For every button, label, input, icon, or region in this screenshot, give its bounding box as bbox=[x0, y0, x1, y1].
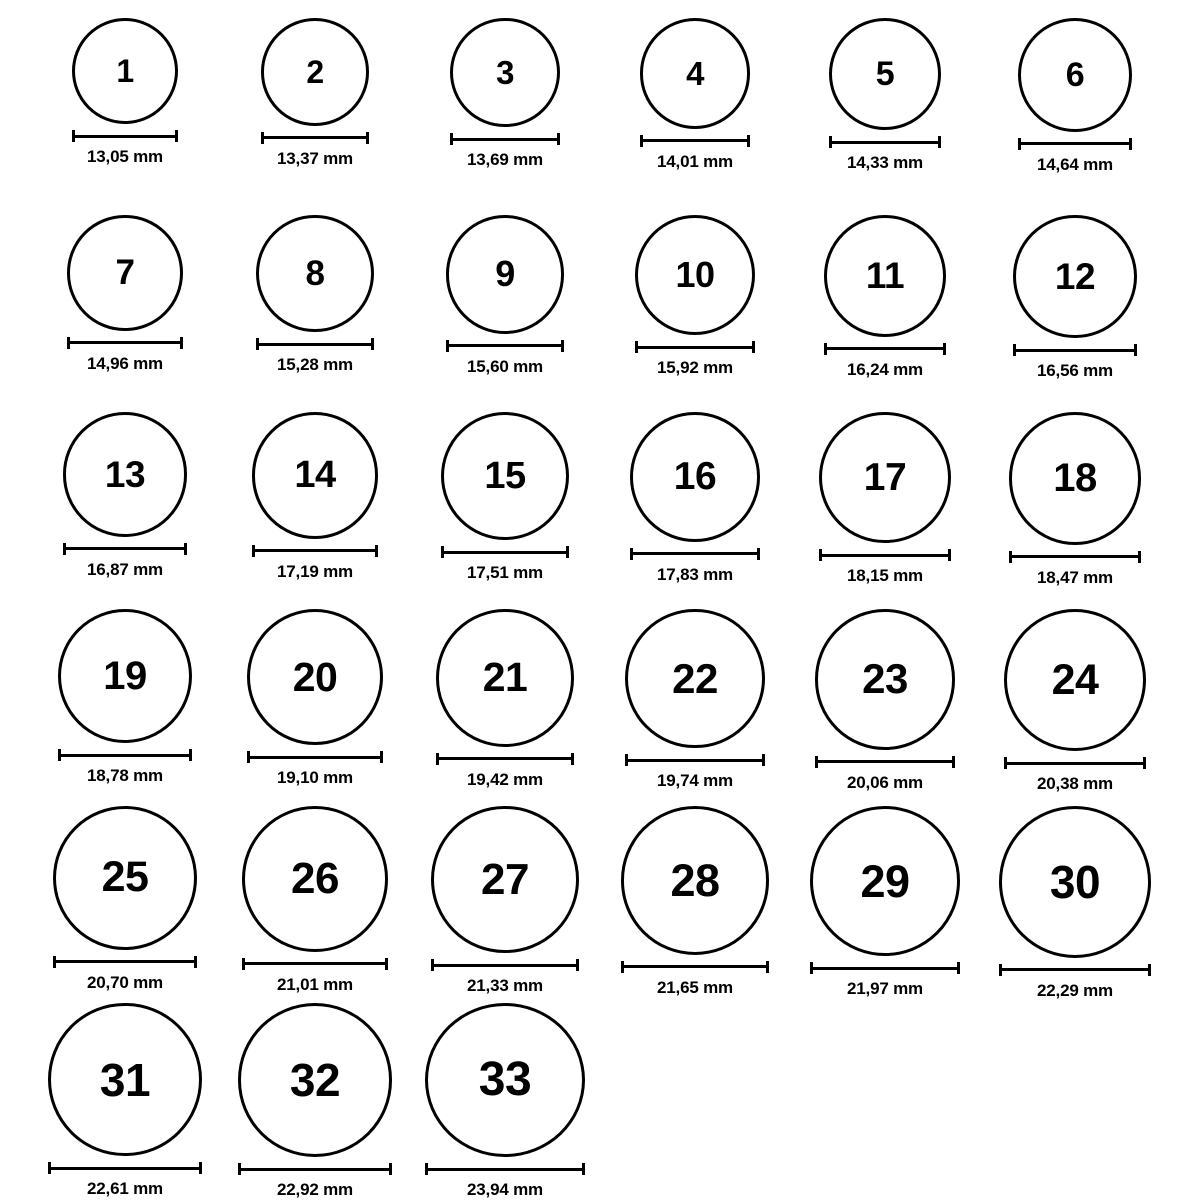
ring-size-cell bbox=[30, 1003, 220, 1200]
ring-diameter-label: 15,92 mm bbox=[657, 358, 733, 378]
diameter-dimension-line bbox=[53, 956, 197, 968]
dimension-line-icon bbox=[1013, 349, 1136, 352]
ring-size-number: 14 bbox=[294, 454, 336, 497]
ring-measure bbox=[999, 964, 1151, 1001]
ring-circle bbox=[72, 18, 178, 124]
ring-size-cell bbox=[30, 412, 220, 609]
ring-size-cell bbox=[980, 806, 1170, 1003]
ring-measure bbox=[1004, 757, 1146, 794]
ring-size-number: 22 bbox=[672, 654, 718, 702]
ring-size-cell bbox=[980, 609, 1170, 806]
ring-diameter-label: 18,15 mm bbox=[847, 566, 923, 586]
dimension-line-icon bbox=[635, 346, 755, 349]
ring-circle bbox=[53, 806, 197, 950]
dimension-cap-left-icon bbox=[1009, 551, 1012, 563]
ring-size-number: 9 bbox=[495, 253, 515, 295]
ring-size-cell bbox=[30, 806, 220, 1003]
ring-size-number: 23 bbox=[862, 655, 908, 703]
ring-measure bbox=[824, 343, 946, 380]
ring-circle bbox=[1013, 215, 1136, 338]
dimension-cap-right-icon bbox=[385, 958, 388, 970]
ring-size-cell bbox=[790, 412, 980, 609]
ring-size-number: 4 bbox=[686, 54, 704, 92]
ring-circle bbox=[252, 412, 379, 539]
dimension-cap-right-icon bbox=[1129, 138, 1132, 150]
dimension-line-icon bbox=[999, 968, 1151, 971]
diameter-dimension-line bbox=[815, 756, 956, 768]
ring-diameter-label: 20,06 mm bbox=[847, 772, 923, 792]
dimension-cap-right-icon bbox=[1134, 344, 1137, 356]
dimension-line-icon bbox=[621, 965, 770, 968]
dimension-cap-left-icon bbox=[450, 133, 453, 145]
ring-measure bbox=[810, 962, 960, 999]
ring-measure bbox=[1009, 551, 1142, 588]
ring-size-cell bbox=[600, 609, 790, 806]
ring-size-cell bbox=[790, 806, 980, 1003]
diameter-dimension-line bbox=[431, 959, 578, 971]
diameter-dimension-line bbox=[247, 751, 383, 763]
ring-circle bbox=[256, 215, 373, 332]
ring-diameter-label: 17,19 mm bbox=[277, 561, 353, 581]
dimension-cap-left-icon bbox=[63, 543, 66, 555]
dimension-cap-left-icon bbox=[999, 964, 1002, 976]
dimension-cap-right-icon bbox=[199, 1162, 202, 1174]
dimension-cap-left-icon bbox=[446, 340, 449, 352]
diameter-dimension-line bbox=[72, 130, 178, 142]
dimension-cap-right-icon bbox=[194, 956, 197, 968]
ring-size-cell bbox=[790, 609, 980, 806]
ring-circle bbox=[815, 609, 956, 750]
diameter-dimension-line bbox=[635, 341, 755, 353]
dimension-line-icon bbox=[58, 754, 192, 757]
dimension-line-icon bbox=[256, 343, 373, 346]
ring-measure bbox=[238, 1163, 393, 1200]
dimension-cap-left-icon bbox=[261, 132, 264, 144]
diameter-dimension-line bbox=[621, 961, 770, 973]
ring-diameter-label: 13,05 mm bbox=[87, 147, 163, 166]
ring-measure bbox=[242, 958, 388, 995]
diameter-dimension-line bbox=[1009, 551, 1142, 563]
dimension-cap-left-icon bbox=[247, 751, 250, 763]
ring-diameter-label: 21,33 mm bbox=[467, 976, 543, 996]
ring-circle bbox=[819, 412, 950, 543]
ring-circle bbox=[63, 412, 188, 537]
diameter-dimension-line bbox=[256, 338, 373, 350]
dimension-cap-right-icon bbox=[375, 545, 378, 557]
ring-measure bbox=[635, 341, 755, 378]
ring-size-cell bbox=[790, 215, 980, 412]
ring-measure bbox=[48, 1162, 201, 1199]
diameter-dimension-line bbox=[1018, 138, 1132, 150]
ring-size-cell bbox=[220, 412, 410, 609]
diameter-dimension-line bbox=[810, 962, 960, 974]
ring-diameter-label: 18,78 mm bbox=[87, 766, 163, 786]
ring-size-number: 11 bbox=[865, 255, 905, 297]
ring-size-number: 18 bbox=[1053, 456, 1097, 501]
dimension-cap-left-icon bbox=[819, 549, 822, 561]
ring-size-number: 24 bbox=[1051, 655, 1099, 704]
dimension-cap-left-icon bbox=[625, 754, 628, 766]
ring-diameter-label: 13,69 mm bbox=[467, 150, 543, 170]
diameter-dimension-line bbox=[999, 964, 1151, 976]
diameter-dimension-line bbox=[640, 135, 751, 147]
ring-diameter-label: 22,61 mm bbox=[87, 1179, 163, 1199]
ring-size-number: 19 bbox=[103, 654, 147, 699]
ring-measure bbox=[630, 548, 760, 585]
ring-size-number: 1 bbox=[116, 53, 134, 89]
diameter-dimension-line bbox=[630, 548, 760, 560]
dimension-cap-left-icon bbox=[640, 135, 643, 147]
ring-size-number: 33 bbox=[478, 1053, 532, 1106]
ring-measure bbox=[450, 133, 559, 170]
ring-size-cell bbox=[790, 18, 980, 215]
dimension-cap-left-icon bbox=[58, 749, 61, 761]
ring-circle bbox=[625, 609, 764, 748]
dimension-cap-left-icon bbox=[431, 959, 434, 971]
ring-diameter-label: 20,38 mm bbox=[1037, 774, 1113, 794]
ring-circle bbox=[261, 18, 369, 126]
dimension-line-icon bbox=[1018, 142, 1132, 145]
ring-size-cell bbox=[980, 412, 1170, 609]
ring-measure bbox=[1013, 344, 1136, 381]
ring-size-cell bbox=[980, 18, 1170, 215]
dimension-line-icon bbox=[640, 139, 751, 142]
ring-diameter-label: 17,51 mm bbox=[467, 563, 543, 583]
dimension-line-icon bbox=[1009, 555, 1142, 558]
ring-size-number: 17 bbox=[863, 456, 907, 500]
ring-size-cell bbox=[600, 412, 790, 609]
dimension-line-icon bbox=[1004, 762, 1146, 765]
ring-size-cell bbox=[30, 609, 220, 806]
ring-size-number: 28 bbox=[670, 854, 720, 906]
ring-measure bbox=[625, 754, 764, 791]
ring-measure bbox=[441, 546, 569, 583]
dimension-cap-left-icon bbox=[48, 1162, 51, 1174]
ring-measure bbox=[815, 756, 956, 793]
ring-diameter-label: 21,97 mm bbox=[847, 979, 923, 999]
dimension-cap-right-icon bbox=[175, 130, 178, 142]
dimension-cap-right-icon bbox=[389, 1163, 392, 1175]
ring-measure bbox=[436, 753, 574, 790]
ring-size-number: 7 bbox=[115, 253, 135, 293]
dimension-cap-left-icon bbox=[238, 1163, 241, 1175]
ring-measure bbox=[829, 136, 941, 173]
dimension-cap-right-icon bbox=[943, 343, 946, 355]
diameter-dimension-line bbox=[625, 754, 764, 766]
ring-diameter-label: 19,42 mm bbox=[467, 769, 543, 789]
ring-size-number: 21 bbox=[482, 654, 528, 701]
ring-diameter-label: 16,87 mm bbox=[87, 559, 163, 579]
ring-diameter-label: 18,47 mm bbox=[1037, 567, 1113, 587]
dimension-cap-left-icon bbox=[242, 958, 245, 970]
ring-diameter-label: 15,28 mm bbox=[277, 355, 353, 375]
dimension-cap-right-icon bbox=[371, 338, 374, 350]
diameter-dimension-line bbox=[819, 549, 950, 561]
ring-size-number: 5 bbox=[875, 55, 895, 94]
dimension-cap-right-icon bbox=[582, 1163, 585, 1175]
dimension-cap-left-icon bbox=[436, 753, 439, 765]
dimension-cap-right-icon bbox=[948, 549, 951, 561]
dimension-cap-left-icon bbox=[441, 546, 444, 558]
ring-size-number: 13 bbox=[104, 453, 146, 495]
ring-size-cell bbox=[410, 609, 600, 806]
dimension-cap-right-icon bbox=[747, 135, 750, 147]
ring-size-number: 20 bbox=[292, 653, 338, 700]
dimension-line-icon bbox=[67, 341, 183, 344]
ring-diameter-label: 14,33 mm bbox=[847, 153, 923, 173]
dimension-line-icon bbox=[431, 964, 578, 967]
ring-measure bbox=[621, 961, 770, 998]
dimension-cap-right-icon bbox=[766, 961, 769, 973]
dimension-cap-left-icon bbox=[1013, 344, 1016, 356]
ring-circle bbox=[1009, 412, 1142, 545]
dimension-line-icon bbox=[252, 549, 379, 552]
ring-size-number: 29 bbox=[860, 855, 910, 907]
diameter-dimension-line bbox=[242, 958, 388, 970]
dimension-cap-right-icon bbox=[576, 959, 579, 971]
diameter-dimension-line bbox=[252, 545, 379, 557]
ring-circle bbox=[999, 806, 1151, 958]
dimension-cap-right-icon bbox=[1148, 964, 1151, 976]
ring-measure bbox=[53, 956, 197, 993]
ring-measure bbox=[256, 338, 373, 375]
diameter-dimension-line bbox=[441, 546, 569, 558]
dimension-cap-right-icon bbox=[762, 754, 765, 766]
ring-measure bbox=[63, 543, 188, 580]
dimension-line-icon bbox=[441, 551, 569, 554]
dimension-line-icon bbox=[824, 347, 946, 350]
dimension-cap-right-icon bbox=[180, 337, 183, 349]
dimension-cap-left-icon bbox=[67, 337, 70, 349]
ring-circle bbox=[247, 609, 383, 745]
ring-size-number: 16 bbox=[673, 455, 717, 499]
ring-circle bbox=[67, 215, 183, 331]
dimension-cap-right-icon bbox=[952, 756, 955, 768]
ring-diameter-label: 14,96 mm bbox=[87, 353, 163, 373]
ring-size-number: 10 bbox=[675, 254, 715, 296]
ring-circle bbox=[450, 18, 559, 127]
ring-circle bbox=[425, 1003, 585, 1157]
ring-size-cell bbox=[30, 18, 220, 215]
ring-circle bbox=[446, 215, 565, 334]
ring-diameter-label: 22,29 mm bbox=[1037, 980, 1113, 1000]
dimension-line-icon bbox=[630, 552, 760, 555]
dimension-line-icon bbox=[261, 136, 369, 139]
dimension-line-icon bbox=[810, 967, 960, 970]
ring-measure bbox=[252, 545, 379, 582]
dimension-cap-right-icon bbox=[561, 340, 564, 352]
dimension-cap-right-icon bbox=[752, 341, 755, 353]
ring-diameter-label: 14,64 mm bbox=[1037, 154, 1113, 174]
ring-diameter-label: 16,56 mm bbox=[1037, 361, 1113, 381]
diameter-dimension-line bbox=[63, 543, 188, 555]
ring-size-cell bbox=[410, 215, 600, 412]
ring-size-number: 25 bbox=[101, 853, 149, 902]
ring-diameter-label: 20,70 mm bbox=[87, 972, 163, 992]
dimension-cap-left-icon bbox=[72, 130, 75, 142]
ring-circle bbox=[242, 806, 388, 952]
ring-circle bbox=[630, 412, 760, 542]
ring-size-cell bbox=[30, 215, 220, 412]
ring-measure bbox=[72, 130, 178, 167]
diameter-dimension-line bbox=[450, 133, 559, 145]
ring-diameter-label: 21,65 mm bbox=[657, 977, 733, 997]
ring-size-number: 26 bbox=[291, 853, 339, 903]
ring-diameter-label: 19,10 mm bbox=[277, 768, 353, 787]
ring-size-cell bbox=[600, 18, 790, 215]
diameter-dimension-line bbox=[446, 340, 565, 352]
ring-diameter-label: 21,01 mm bbox=[277, 974, 353, 994]
dimension-cap-left-icon bbox=[252, 545, 255, 557]
ring-measure bbox=[247, 751, 383, 788]
dimension-line-icon bbox=[242, 962, 388, 965]
diameter-dimension-line bbox=[824, 343, 946, 355]
diameter-dimension-line bbox=[1004, 757, 1146, 769]
ring-size-number: 12 bbox=[1054, 256, 1096, 298]
ring-size-number: 32 bbox=[289, 1054, 341, 1106]
dimension-line-icon bbox=[450, 138, 559, 141]
ring-size-number: 2 bbox=[306, 53, 324, 90]
dimension-line-icon bbox=[425, 1168, 585, 1171]
dimension-cap-left-icon bbox=[425, 1163, 428, 1175]
ring-circle bbox=[810, 806, 960, 956]
dimension-cap-left-icon bbox=[53, 956, 56, 968]
ring-circle bbox=[1004, 609, 1146, 751]
ring-circle bbox=[1018, 18, 1132, 132]
diameter-dimension-line bbox=[829, 136, 941, 148]
ring-circle bbox=[441, 412, 569, 540]
dimension-line-icon bbox=[815, 760, 956, 763]
ring-diameter-label: 23,94 mm bbox=[467, 1180, 543, 1199]
dimension-cap-right-icon bbox=[380, 751, 383, 763]
ring-size-cell bbox=[410, 806, 600, 1003]
dimension-cap-right-icon bbox=[566, 546, 569, 558]
dimension-line-icon bbox=[247, 756, 383, 759]
ring-diameter-label: 16,24 mm bbox=[847, 359, 923, 379]
ring-measure bbox=[819, 549, 950, 586]
ring-size-cell bbox=[220, 806, 410, 1003]
ring-circle bbox=[829, 18, 941, 130]
dimension-cap-left-icon bbox=[824, 343, 827, 355]
diameter-dimension-line bbox=[48, 1162, 201, 1174]
dimension-cap-right-icon bbox=[1138, 551, 1141, 563]
ring-size-cell bbox=[220, 1003, 410, 1200]
ring-measure bbox=[425, 1163, 585, 1200]
ring-size-cell bbox=[220, 215, 410, 412]
ring-size-number: 27 bbox=[481, 854, 529, 904]
dimension-cap-left-icon bbox=[1018, 138, 1021, 150]
ring-measure bbox=[67, 337, 183, 374]
ring-size-number: 31 bbox=[99, 1053, 151, 1106]
ring-size-cell bbox=[220, 609, 410, 806]
dimension-line-icon bbox=[625, 759, 764, 762]
dimension-cap-left-icon bbox=[1004, 757, 1007, 769]
ring-circle bbox=[48, 1003, 201, 1156]
ring-diameter-label: 22,92 mm bbox=[277, 1180, 353, 1199]
dimension-line-icon bbox=[446, 344, 565, 347]
dimension-line-icon bbox=[48, 1167, 201, 1170]
ring-diameter-label: 19,74 mm bbox=[657, 771, 733, 791]
dimension-line-icon bbox=[819, 554, 950, 557]
ring-circle bbox=[238, 1003, 393, 1157]
dimension-cap-right-icon bbox=[957, 962, 960, 974]
ring-circle bbox=[58, 609, 192, 743]
ring-measure bbox=[446, 340, 565, 377]
ring-measure bbox=[431, 959, 578, 996]
dimension-cap-right-icon bbox=[938, 136, 941, 148]
ring-size-cell bbox=[600, 806, 790, 1003]
dimension-cap-right-icon bbox=[366, 132, 369, 144]
ring-circle bbox=[640, 18, 751, 129]
diameter-dimension-line bbox=[1013, 344, 1136, 356]
dimension-cap-left-icon bbox=[630, 548, 633, 560]
dimension-line-icon bbox=[53, 960, 197, 963]
dimension-line-icon bbox=[829, 141, 941, 144]
dimension-cap-left-icon bbox=[815, 756, 818, 768]
ring-circle bbox=[436, 609, 574, 747]
ring-size-cell bbox=[410, 18, 600, 215]
ring-circle bbox=[431, 806, 578, 953]
dimension-cap-left-icon bbox=[810, 962, 813, 974]
diameter-dimension-line bbox=[436, 753, 574, 765]
diameter-dimension-line bbox=[261, 132, 369, 144]
dimension-cap-left-icon bbox=[635, 341, 638, 353]
diameter-dimension-line bbox=[425, 1163, 585, 1175]
ring-size-number: 3 bbox=[496, 54, 514, 92]
ring-diameter-label: 17,83 mm bbox=[657, 564, 733, 584]
ring-circle bbox=[621, 806, 770, 955]
ring-size-number: 8 bbox=[305, 254, 325, 294]
ring-size-number: 30 bbox=[1049, 855, 1101, 908]
dimension-line-icon bbox=[63, 547, 188, 550]
dimension-cap-right-icon bbox=[189, 749, 192, 761]
dimension-cap-right-icon bbox=[757, 548, 760, 560]
ring-size-cell bbox=[980, 215, 1170, 412]
ring-size-number: 15 bbox=[484, 455, 526, 498]
diameter-dimension-line bbox=[238, 1163, 393, 1175]
ring-diameter-label: 13,37 mm bbox=[277, 148, 353, 168]
dimension-cap-right-icon bbox=[557, 133, 560, 145]
ring-diameter-label: 15,60 mm bbox=[467, 356, 543, 376]
diameter-dimension-line bbox=[67, 337, 183, 349]
dimension-cap-right-icon bbox=[184, 543, 187, 555]
dimension-line-icon bbox=[238, 1168, 393, 1171]
ring-diameter-label: 14,01 mm bbox=[657, 151, 733, 171]
diameter-dimension-line bbox=[58, 749, 192, 761]
ring-circle bbox=[635, 215, 755, 335]
ring-size-grid bbox=[30, 18, 1170, 1200]
dimension-cap-right-icon bbox=[1143, 757, 1146, 769]
ring-measure bbox=[1018, 138, 1132, 175]
dimension-cap-left-icon bbox=[256, 338, 259, 350]
ring-measure bbox=[58, 749, 192, 786]
ring-size-cell bbox=[410, 412, 600, 609]
dimension-cap-right-icon bbox=[571, 753, 574, 765]
ring-size-cell bbox=[600, 215, 790, 412]
dimension-cap-left-icon bbox=[829, 136, 832, 148]
ring-measure bbox=[640, 135, 751, 172]
dimension-cap-left-icon bbox=[621, 961, 624, 973]
ring-size-number: 6 bbox=[1065, 55, 1085, 94]
ring-circle bbox=[824, 215, 946, 337]
ring-size-cell bbox=[410, 1003, 600, 1200]
ring-measure bbox=[261, 132, 369, 169]
ring-size-cell bbox=[220, 18, 410, 215]
dimension-line-icon bbox=[436, 757, 574, 760]
dimension-line-icon bbox=[72, 135, 178, 138]
